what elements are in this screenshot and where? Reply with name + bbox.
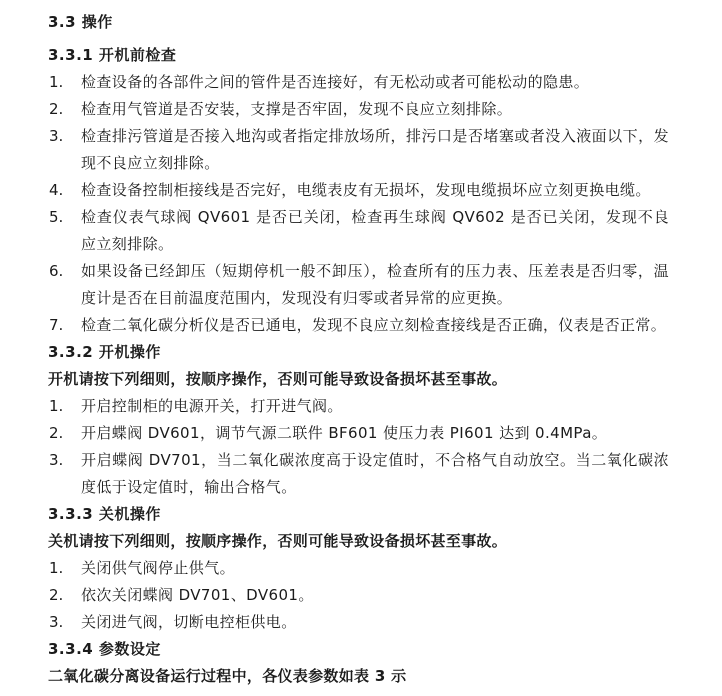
item-number: 2. bbox=[49, 424, 64, 442]
item-number: 3. bbox=[49, 451, 64, 469]
item-text: 检查排污管道是否接入地沟或者指定排放场所，排污口是否堵塞或者没入液面以下，发现不良应立刻排除。 bbox=[81, 127, 669, 172]
item-text: 开启蝶阀 DV701，当二氧化碳浓度高于设定值时，不合格气自动放空。当二氧化碳浓度低于设定值时，输出合格气。 bbox=[81, 451, 669, 496]
list-item bbox=[48, 420, 674, 447]
item-text: 关闭供气阀停止供气。 bbox=[81, 559, 236, 577]
item-number: 1. bbox=[49, 397, 64, 415]
item-text: 开启控制柜的电源开关，打开进气阀。 bbox=[81, 397, 343, 415]
item-number: 1. bbox=[49, 73, 64, 91]
subsection-heading-333: 3.3.3 关机操作 bbox=[48, 505, 161, 523]
list-item bbox=[48, 258, 674, 312]
list-item bbox=[48, 204, 674, 258]
list-item bbox=[48, 582, 674, 609]
item-number: 6. bbox=[49, 262, 64, 280]
section-title: 3.3 操作 bbox=[48, 13, 113, 31]
list-item bbox=[48, 393, 674, 420]
item-number: 4. bbox=[49, 181, 64, 199]
item-number: 5. bbox=[49, 208, 64, 226]
item-text: 检查用气管道是否安装，支撑是否牢固，发现不良应立刻排除。 bbox=[81, 100, 513, 118]
item-text: 关闭进气阀，切断电控柜供电。 bbox=[81, 613, 297, 631]
note-paragraph: 二氧化碳分离设备运行过程中，各仪表参数如表 3 示 bbox=[48, 667, 407, 685]
list-item bbox=[48, 609, 674, 636]
subsection-heading-334: 3.3.4 参数设定 bbox=[48, 640, 161, 658]
item-text: 开启蝶阀 DV601，调节气源二联件 BF601 使压力表 PI601 达到 0.4MPa。 bbox=[81, 424, 608, 442]
subsection-heading-331: 3.3.1 开机前检查 bbox=[48, 46, 177, 64]
intro-paragraph: 关机请按下列细则，按顺序操作，否则可能导致设备损坏甚至事故。 bbox=[48, 532, 508, 550]
item-text: 如果设备已经卸压（短期停机一般不卸压），检查所有的压力表、压差表是否归零，温度计是否在目前温度范围内，发现没有归零或者异常的应更换。 bbox=[81, 262, 669, 307]
subsection-heading-332: 3.3.2 开机操作 bbox=[48, 343, 161, 361]
item-text: 检查二氧化碳分析仪是否已通电，发现不良应立刻检查接线是否正确，仪表是否正常。 bbox=[81, 316, 667, 334]
item-number: 7. bbox=[49, 316, 64, 334]
item-text: 检查设备控制柜接线是否完好，电缆表皮有无损坏，发现电缆损坏应立刻更换电缆。 bbox=[81, 181, 651, 199]
item-text: 检查设备的各部件之间的管件是否连接好，有无松动或者可能松动的隐患。 bbox=[81, 73, 590, 91]
list-item bbox=[48, 177, 674, 204]
list-item bbox=[48, 447, 674, 501]
item-text: 检查仪表气球阀 QV601 是否已关闭，检查再生球阀 QV602 是否已关闭，发现不良应立刻排除。 bbox=[81, 208, 669, 253]
item-text: 依次关闭蝶阀 DV701、DV601。 bbox=[81, 586, 314, 604]
item-number: 3. bbox=[49, 613, 64, 631]
intro-paragraph: 开机请按下列细则，按顺序操作，否则可能导致设备损坏甚至事故。 bbox=[48, 370, 508, 388]
item-number: 3. bbox=[49, 127, 64, 145]
list-item bbox=[48, 96, 674, 123]
item-number: 2. bbox=[49, 586, 64, 604]
item-number: 1. bbox=[49, 559, 64, 577]
list-item bbox=[48, 69, 674, 96]
item-number: 2. bbox=[49, 100, 64, 118]
list-item bbox=[48, 312, 674, 339]
list-item bbox=[48, 123, 674, 177]
list-item bbox=[48, 555, 674, 582]
